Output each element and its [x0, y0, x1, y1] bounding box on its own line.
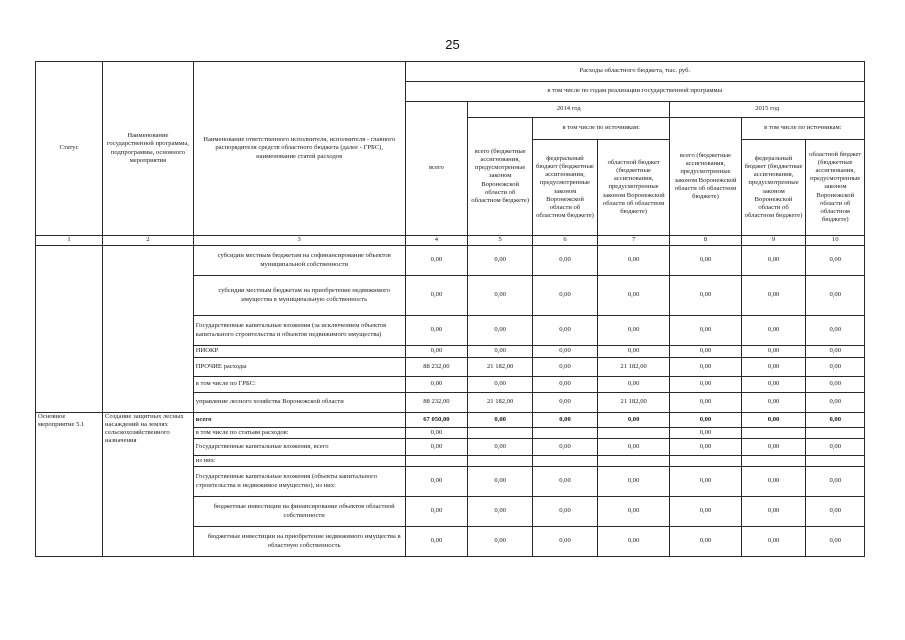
value-cell: 0,00 — [597, 413, 669, 428]
expense-item-name: ПРОЧИЕ расходы — [193, 358, 405, 377]
col-number: 8 — [670, 236, 741, 246]
value-cell — [597, 428, 669, 439]
value-cell: 0,00 — [806, 497, 865, 527]
value-cell: 0,00 — [533, 346, 598, 358]
expense-item-name: управление лесного хозяйства Воронежской области — [193, 393, 405, 413]
value-cell — [405, 456, 468, 467]
expense-item-name: субсидии местным бюджетам на софинансирование объектов муниципальной собственности — [193, 246, 405, 276]
value-cell — [741, 456, 806, 467]
expense-item-name: бюджетные инвестиции на приобретение недвижимого имущества в областную собственность — [193, 527, 405, 557]
value-cell: 0,00 — [597, 346, 669, 358]
header-year-2014: 2014 год — [468, 102, 670, 118]
value-cell: 0,00 — [597, 377, 669, 393]
header-regional: областной бюджет (бюджетные ассигнования, предусмотренные законом Воронежской области об областном бюджете) — [597, 140, 669, 236]
value-cell: 0,00 — [533, 377, 598, 393]
value-cell: 21 182,00 — [468, 358, 533, 377]
value-cell: 0,00 — [806, 467, 865, 497]
value-cell: 0,00 — [670, 358, 741, 377]
value-cell: 0,00 — [468, 246, 533, 276]
col-number: 6 — [533, 236, 598, 246]
value-cell: 0,00 — [806, 527, 865, 557]
value-cell: 0,00 — [597, 316, 669, 346]
status-cell-empty — [36, 246, 103, 413]
value-cell: 0,00 — [468, 377, 533, 393]
value-cell: 0,00 — [533, 439, 598, 456]
table-row — [36, 246, 865, 276]
value-cell: 0,00 — [405, 377, 468, 393]
value-cell: 0,00 — [468, 439, 533, 456]
budget-table — [35, 61, 865, 557]
value-cell: 0,00 — [670, 497, 741, 527]
value-cell: 67 050,00 — [405, 413, 468, 428]
value-cell: 0,00 — [670, 377, 741, 393]
value-cell: 0,00 — [741, 497, 806, 527]
measure-title: Создание защитных лесных насаждений на землях сельскохозяйственного назначения — [103, 413, 194, 557]
value-cell — [806, 456, 865, 467]
value-cell: 88 232,00 — [405, 358, 468, 377]
col-number: 7 — [597, 236, 669, 246]
value-cell: 0,00 — [741, 439, 806, 456]
value-cell: 21 182,00 — [597, 393, 669, 413]
value-cell — [533, 456, 598, 467]
header-status: Статус — [36, 62, 103, 236]
header-program: Наименование государственной программы, подпрограммы, основного мероприятия — [103, 62, 194, 236]
column-numbers-row — [36, 236, 865, 246]
col-number: 10 — [806, 236, 865, 246]
value-cell: 0,00 — [533, 393, 598, 413]
program-cell-empty — [103, 246, 194, 413]
value-cell: 0,00 — [741, 358, 806, 377]
value-cell — [468, 456, 533, 467]
value-cell: 0,00 — [533, 497, 598, 527]
expense-item-name: из них: — [193, 456, 405, 467]
value-cell: 21 182,00 — [597, 358, 669, 377]
col-number: 1 — [36, 236, 103, 246]
value-cell: 0,00 — [468, 527, 533, 557]
value-cell: 0,00 — [741, 246, 806, 276]
measure-status: Основное мероприятие 5.1 — [36, 413, 103, 557]
value-cell — [806, 428, 865, 439]
value-cell: 0,00 — [597, 246, 669, 276]
value-cell: 0,00 — [405, 276, 468, 316]
value-cell: 0,00 — [806, 393, 865, 413]
value-cell: 0,00 — [468, 467, 533, 497]
header-total-budget-2015: всего (бюджетные ассигнования, предусмотренные законом Воронежской области об областном бюджете) — [670, 118, 741, 236]
header-regional-2015: областной бюджет (бюджетные ассигнования, предусмотренные законом Воронежской области об областном бюджете) — [806, 140, 865, 236]
value-cell: 0,00 — [405, 497, 468, 527]
value-cell: 0,00 — [533, 527, 598, 557]
value-cell: 0,00 — [670, 413, 741, 428]
value-cell: 21 182,00 — [468, 393, 533, 413]
value-cell: 0,00 — [468, 316, 533, 346]
expense-item-name: Государственные капитальные вложения, всего — [193, 439, 405, 456]
value-cell: 0,00 — [741, 377, 806, 393]
value-cell: 0,00 — [533, 276, 598, 316]
value-cell: 0,00 — [670, 346, 741, 358]
expense-item-name: Государственные капитальные вложения (объекты капитального строительства и недвижимое имущество), из них: — [193, 467, 405, 497]
value-cell: 0,00 — [405, 428, 468, 439]
value-cell — [533, 428, 598, 439]
value-cell: 0,00 — [468, 276, 533, 316]
col-number: 2 — [103, 236, 194, 246]
header-year-2015: 2015 год — [670, 102, 865, 118]
expense-item-name: НИОКР — [193, 346, 405, 358]
col-number: 4 — [405, 236, 468, 246]
value-cell: 0,00 — [533, 246, 598, 276]
value-cell: 0,00 — [806, 377, 865, 393]
header-budget-title: Расходы областного бюджета, тыс. руб. — [405, 62, 864, 82]
value-cell — [468, 428, 533, 439]
value-cell: 0,00 — [741, 467, 806, 497]
value-cell: 0,00 — [597, 439, 669, 456]
expense-item-name: субсидии местным бюджетам на приобретение недвижимого имущества в муниципальную собственность — [193, 276, 405, 316]
value-cell: 0,00 — [806, 346, 865, 358]
header-total-budget: всего (бюджетные ассигнования, предусмотренные законом Воронежской области об областном бюджете) — [468, 118, 533, 236]
value-cell: 0,00 — [405, 467, 468, 497]
header-federal-2015: федеральный бюджет (бюджетные ассигнования, предусмотренные законом Воронежской области об областном бюджете) — [741, 140, 806, 236]
page-number: 25 — [445, 37, 460, 52]
value-cell: 88 232,00 — [405, 393, 468, 413]
value-cell: 0,00 — [741, 316, 806, 346]
expense-item-name: Государственные капитальные вложения (за исключением объектов капитального строительства и объектов недвижимого имущества) — [193, 316, 405, 346]
value-cell: 0,00 — [597, 527, 669, 557]
col-number: 9 — [741, 236, 806, 246]
value-cell: 0,00 — [670, 393, 741, 413]
value-cell: 0,00 — [741, 527, 806, 557]
value-cell: 0,00 — [597, 467, 669, 497]
header-by-sources-2015: в том числе по источникам: — [741, 118, 864, 140]
value-cell: 0,00 — [405, 527, 468, 557]
value-cell: 0,00 — [806, 358, 865, 377]
value-cell: 0,00 — [468, 413, 533, 428]
value-cell: 0,00 — [806, 246, 865, 276]
value-cell: 0,00 — [670, 439, 741, 456]
value-cell: 0,00 — [405, 246, 468, 276]
value-cell: 0,00 — [468, 497, 533, 527]
value-cell: 0,00 — [533, 358, 598, 377]
expense-item-name: в том числе по статьям расходов: — [193, 428, 405, 439]
expense-item-name: бюджетные инвестиции на финансирование объектов областной собственности — [193, 497, 405, 527]
value-cell: 0,00 — [468, 346, 533, 358]
value-cell: 0,00 — [806, 439, 865, 456]
header-by-years: в том числе по годам реализации государственной программы — [405, 82, 864, 102]
value-cell: 0,00 — [670, 467, 741, 497]
expense-item-name: в том числе по ГРБС: — [193, 377, 405, 393]
value-cell: 0,00 — [670, 276, 741, 316]
value-cell — [670, 456, 741, 467]
value-cell: 0,00 — [533, 467, 598, 497]
header-executor: Наименование ответственного исполнителя, исполнителя - главного распорядителя средств областного бюджета (далее - ГРБС), наименование статей расходов — [193, 62, 405, 236]
value-cell: 0,00 — [741, 346, 806, 358]
value-cell: 0,00 — [741, 393, 806, 413]
value-cell: 0,00 — [741, 276, 806, 316]
col-number: 5 — [468, 236, 533, 246]
col-number: 3 — [193, 236, 405, 246]
value-cell: 0,00 — [533, 316, 598, 346]
value-cell: 0,00 — [670, 316, 741, 346]
value-cell: 0,00 — [405, 439, 468, 456]
value-cell: 0,00 — [670, 527, 741, 557]
value-cell: 0,00 — [405, 346, 468, 358]
value-cell: 0,00 — [670, 246, 741, 276]
value-cell: 0,00 — [405, 316, 468, 346]
header-by-sources: в том числе по источникам: — [533, 118, 670, 140]
value-cell: 0,00 — [806, 276, 865, 316]
value-cell: 0,00 — [741, 413, 806, 428]
value-cell — [597, 456, 669, 467]
expense-item-name: всего — [193, 413, 405, 428]
value-cell: 0,00 — [597, 276, 669, 316]
value-cell: 0,00 — [806, 316, 865, 346]
header-total: всего — [405, 102, 468, 236]
value-cell: 0,00 — [806, 413, 865, 428]
value-cell: 0,00 — [533, 413, 598, 428]
table-row — [36, 413, 865, 428]
value-cell — [741, 428, 806, 439]
value-cell: 0,00 — [597, 497, 669, 527]
header-federal: федеральный бюджет (бюджетные ассигнования, предусмотренные законом Воронежской области об областном бюджете) — [533, 140, 598, 236]
value-cell: 0,00 — [670, 428, 741, 439]
